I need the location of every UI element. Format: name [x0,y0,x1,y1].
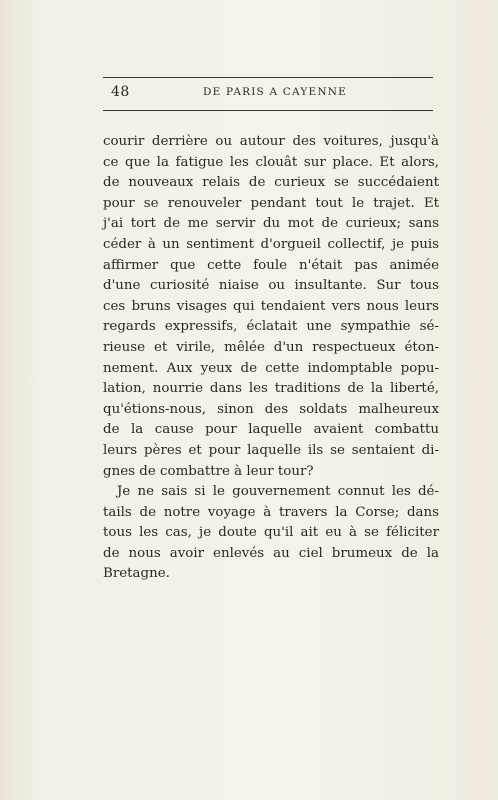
text-line: pour se renouveler pendant tout le trajet. Et [103,195,439,211]
text-line: Je ne sais si le gouvernement connut les dé- [117,484,439,500]
text-line: affirmer que cette foule n'était pas animée [103,257,439,273]
text-line: de nouveaux relais de curieux se succédaient [103,175,439,191]
text-line: j'ai tort de me servir du mot de curieux; sans [103,216,439,232]
text-line: de la cause pour laquelle avaient combattu [103,422,439,438]
text-line: tails de notre voyage à travers la Corse; dans [103,504,439,520]
text-line: leurs pères et pour laquelle ils se sentaient di- [103,442,439,458]
text-line: tous les cas, je doute qu'il ait eu à se féliciter [103,525,439,541]
text-line: Bretagne. [103,566,170,582]
text-line: courir derrière ou autour des voitures, jusqu'à [103,134,439,149]
running-head: DE PARIS A CAYENNE [203,86,348,98]
header-bottom-rule [103,110,433,111]
text-line: nement. Aux yeux de cette indomptable popu- [103,360,439,376]
text-line: qu'étions-nous, sinon des soldats malheureux [103,401,439,417]
header-top-rule [103,77,433,78]
page-number: 48 [111,84,130,100]
paragraph-2 [103,482,439,585]
text-line: ce que la fatigue les clouât sur place. Et alors, [103,154,439,170]
text-line: ces bruns visages qui tendaient vers nous leurs [103,298,439,314]
text-line: de nous avoir enlevés au ciel brumeux de la [103,545,439,561]
body-text [103,132,439,585]
text-line: gnes de combattre à leur tour? [103,463,314,479]
text-line: rieuse et virile, mêlée d'un respectueux éton- [103,339,439,355]
text-line: céder à un sentiment d'orgueil collectif, je puis [103,236,439,252]
page-header [103,84,433,104]
text-line: lation, nourrie dans les traditions de la liberté, [103,381,439,397]
paragraph-1 [103,132,439,482]
text-line: d'une curiosité niaise ou insultante. Sur tous [103,278,439,294]
text-line: regards expressifs, éclatait une sympathie sé- [103,319,439,335]
